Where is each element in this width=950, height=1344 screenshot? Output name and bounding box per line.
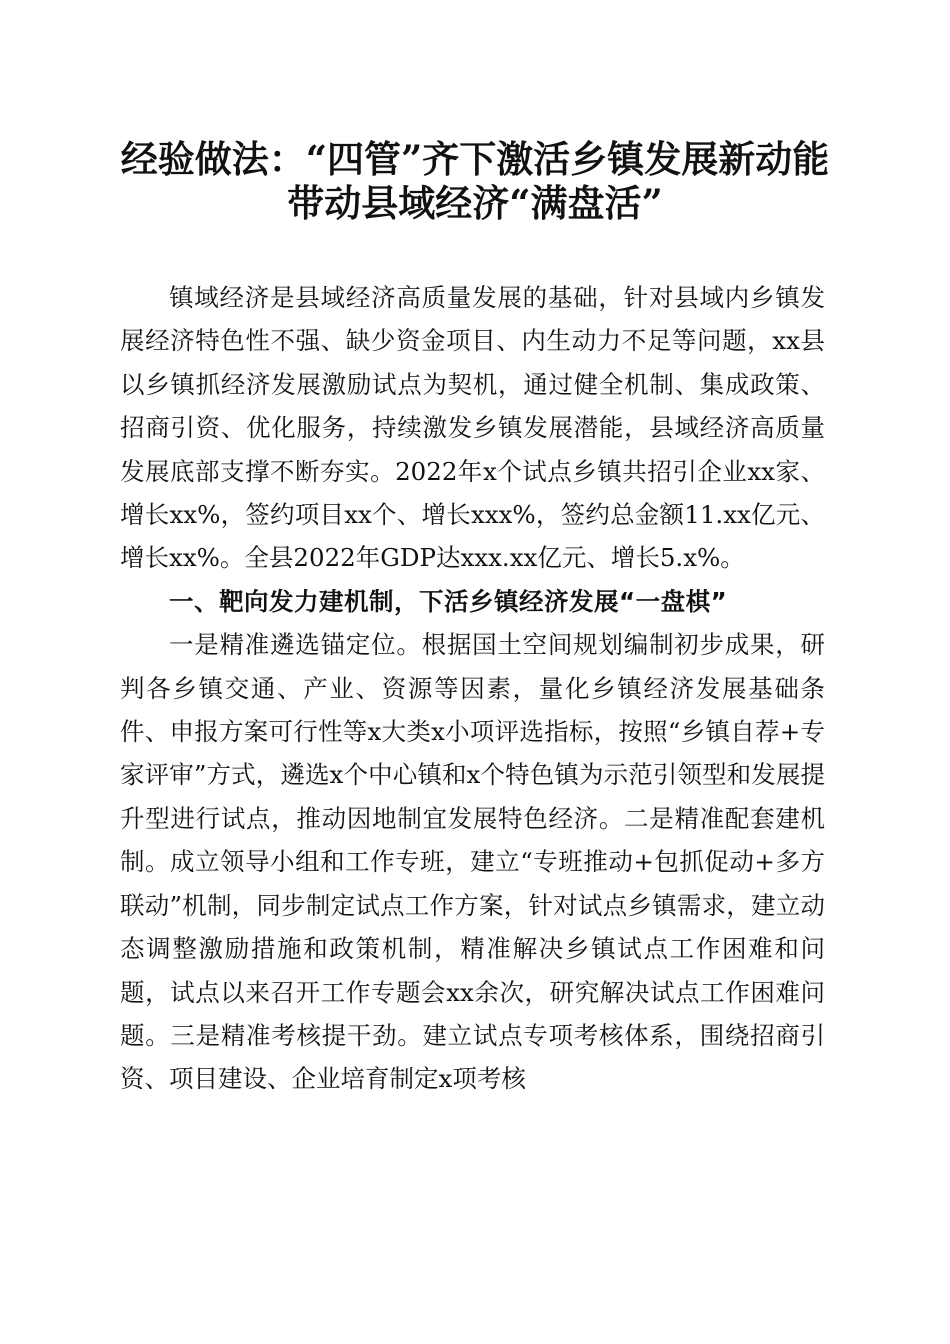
document-title-line-2: 带动县域经济“满盘活” xyxy=(287,181,663,225)
section-1-heading: 一、靶向发力建机制，下活乡镇经济发展“一盘棋” xyxy=(169,586,728,616)
section-1-text-1: 根据国土空间规划编制初步成果，研判各乡镇交通、产业、资源等因素，量化乡镇经济发展基础条件、申报方案可行性等x大类x小项评选指标，按照“乡镇自荐+专家评审”方式，遴选x个中心镇和x个特色镇为示范引领型和发展提升型进行试点，推动因地制宜发展特色经济。 xyxy=(120,630,826,833)
lead-phrase-3: 三是精准考核提干劲。 xyxy=(170,1020,423,1050)
section-1-text-3: 建立试点专项考核体系，围绕招商引资、项目建设、企业培育制定x项考核 xyxy=(120,1020,826,1094)
lead-phrase-1: 一是精准遴选锚定位。 xyxy=(169,630,422,660)
lead-phrase-2: 二是精准配套建机制。 xyxy=(120,803,826,877)
section-1-text-2: 成立领导小组和工作专班，建立“专班推动+包抓促动+多方联动”机制，同步制定试点工作方案，针对试点乡镇需求，建立动态调整激励措施和政策机制，精准解决乡镇试点工作困难和问题，试点以来召开工作专题会xx余次，研究解决试点工作困难问题。 xyxy=(120,847,825,1050)
intro-paragraph: 镇域经济是县域经济高质量发展的基础，针对县域内乡镇发展经济特色性不强、缺少资金项目、内生动力不足等问题，xx县以乡镇抓经济发展激励试点为契机，通过健全机制、集成政策、招商引资、优化服务，持续激发乡镇发展潜能，县域经济高质量发展底部支撑不断夯实。2022年x个试点乡镇共招引企业xx家、增长xx%，签约项目xx个、增长xxx%，签约总金额11.xx亿元、增长xx%。全县2022年GDP达xxx.xx亿元、增长5.x%。 xyxy=(120,283,825,573)
document-title-line-1: 经验做法：“四管”齐下激活乡镇发展新动能 xyxy=(120,137,830,181)
section-1-paragraph xyxy=(120,623,825,1100)
document-body xyxy=(120,276,825,1101)
